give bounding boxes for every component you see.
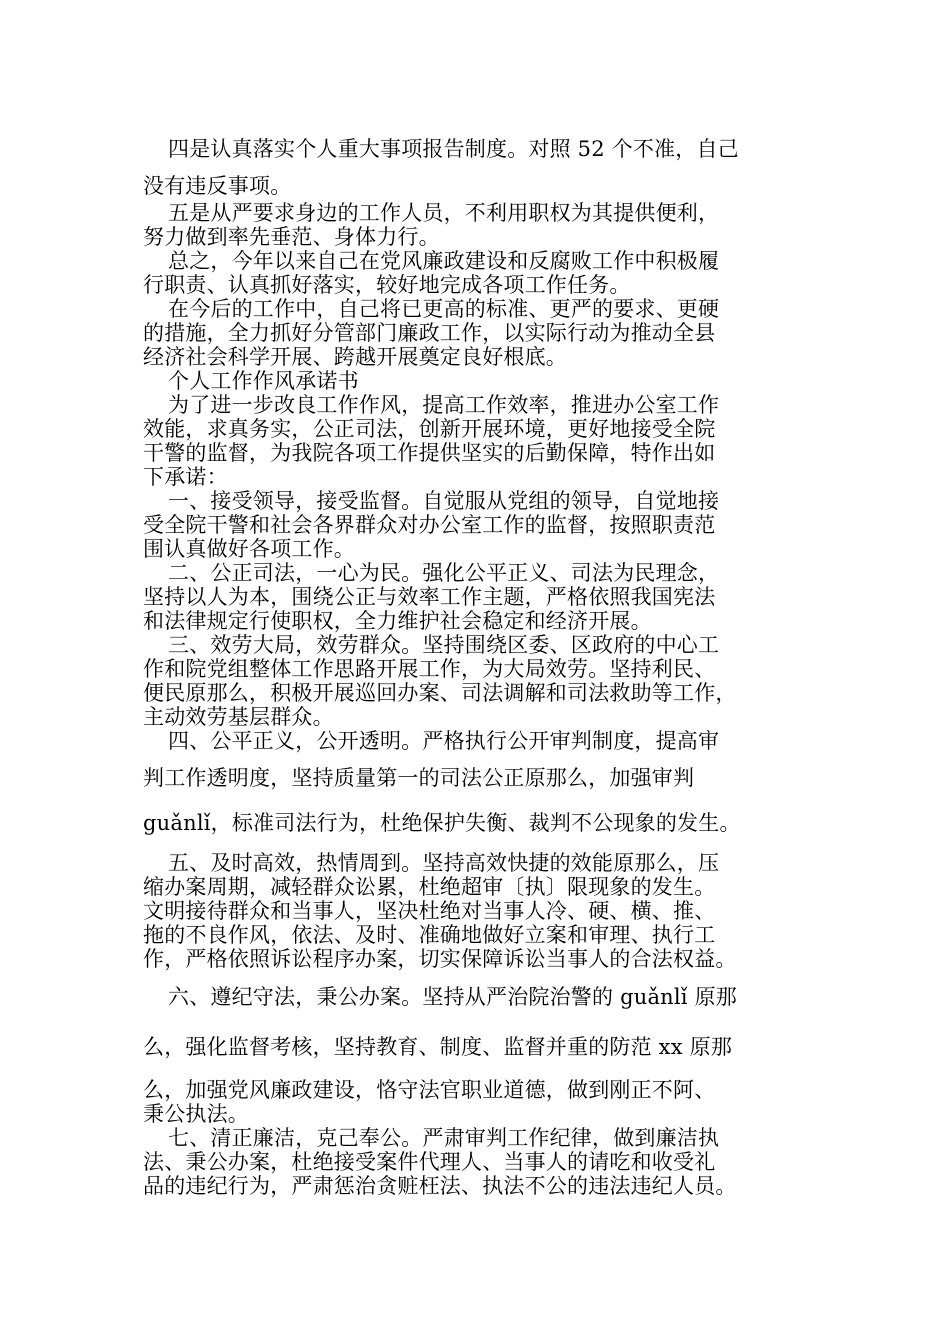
text-line: 么，强化监督考核，坚持教育、制度、监督并重的防范 xx 原那	[143, 1035, 733, 1059]
text-line: 秉公执法。	[143, 1102, 249, 1126]
text-line: 坚持以人为本，围绕公正与效率工作主题，严格依照我国宪法	[143, 585, 716, 609]
text-line: 作，严格依照诉讼程序办案，切实保障诉讼当事人的合法权益。	[143, 947, 737, 971]
text-line: 总之，今年以来自己在党风廉政建设和反腐败工作中积极履	[168, 249, 720, 273]
text-line: 拖的不良作风，依法、及时、准确地做好立案和审理、执行工	[143, 923, 716, 947]
text-line: 便民原那么，积极开展巡回办案、司法调解和司法救助等工作，	[143, 681, 737, 705]
text-line: 品的违纪行为，严肃惩治贪赃枉法、执法不公的违法违纪人员。	[143, 1174, 737, 1198]
text-line: 的措施，全力抓好分管部门廉政工作，以实际行动为推动全县	[143, 321, 716, 345]
text-line: 四、公平正义，公开透明。严格执行公开审判制度，提高审	[168, 729, 720, 753]
text-line: 为了进一步改良工作作风，提高工作效率，推进办公室工作	[168, 393, 720, 417]
text-line: 效能，求真务实，公正司法，创新开展环境，更好地接受全院	[143, 417, 716, 441]
text-line: 下承诺：	[143, 465, 228, 489]
text-line: 三、效劳大局，效劳群众。坚持围绕区委、区政府的中心工	[168, 633, 720, 657]
section-heading: 个人工作作风承诺书	[168, 369, 359, 393]
text-line: 判工作透明度，坚持质量第一的司法公正原那么，加强审判	[143, 766, 695, 790]
text-line: 努力做到率先垂范、身体力行。	[143, 225, 440, 249]
text-line: 没有违反事项。	[143, 174, 292, 198]
text-line: 四是认真落实个人重大事项报告制度。对照 52 个不准，自己	[168, 137, 739, 161]
text-line: 法、秉公办案，杜绝接受案件代理人、当事人的请吃和收受礼	[143, 1150, 716, 1174]
text-line: 文明接待群众和当事人，坚决杜绝对当事人冷、硬、横、推、	[143, 899, 716, 923]
text-line: 受全院干警和社会各界群众对办公室工作的监督，按照职责范	[143, 513, 716, 537]
text-line: guǎnlǐ，标准司法行为，杜绝保护失衡、裁判不公现象的发生。	[143, 811, 741, 835]
text-line: 和法律规定行使职权，全力维护社会稳定和经济开展。	[143, 609, 652, 633]
text-line: 干警的监督，为我院各项工作提供坚实的后勤保障，特作出如	[143, 441, 716, 465]
text-line: 五是从严要求身边的工作人员，不利用职权为其提供便利，	[168, 201, 720, 225]
text-line: 在今后的工作中，自己将已更高的标准、更严的要求、更硬	[168, 297, 720, 321]
text-line: 行职责、认真抓好落实，较好地完成各项工作任务。	[143, 273, 631, 297]
text-line: 二、公正司法，一心为民。强化公平正义、司法为民理念，	[168, 561, 720, 585]
text-line: 围认真做好各项工作。	[143, 537, 355, 561]
text-line: 七、清正廉洁，克己奉公。严肃审判工作纪律，做到廉洁执	[168, 1126, 720, 1150]
text-line: 么，加强党风廉政建设，恪守法官职业道德，做到刚正不阿、	[143, 1078, 716, 1102]
text-line: 五、及时高效，热情周到。坚持高效快捷的效能原那么，压	[168, 851, 720, 875]
text-line: 主动效劳基层群众。	[143, 705, 334, 729]
text-line: 缩办案周期，减轻群众讼累，杜绝超审〔执〕限现象的发生。	[143, 875, 716, 899]
text-line: 一、接受领导，接受监督。自觉服从党组的领导，自觉地接	[168, 489, 720, 513]
text-line: 作和院党组整体工作思路开展工作，为大局效劳。坚持利民、	[143, 657, 716, 681]
text-line: 经济社会科学开展、跨越开展奠定良好根底。	[143, 345, 567, 369]
text-line: 六、遵纪守法，秉公办案。坚持从严治院治警的 guǎnlǐ 原那	[168, 985, 737, 1009]
